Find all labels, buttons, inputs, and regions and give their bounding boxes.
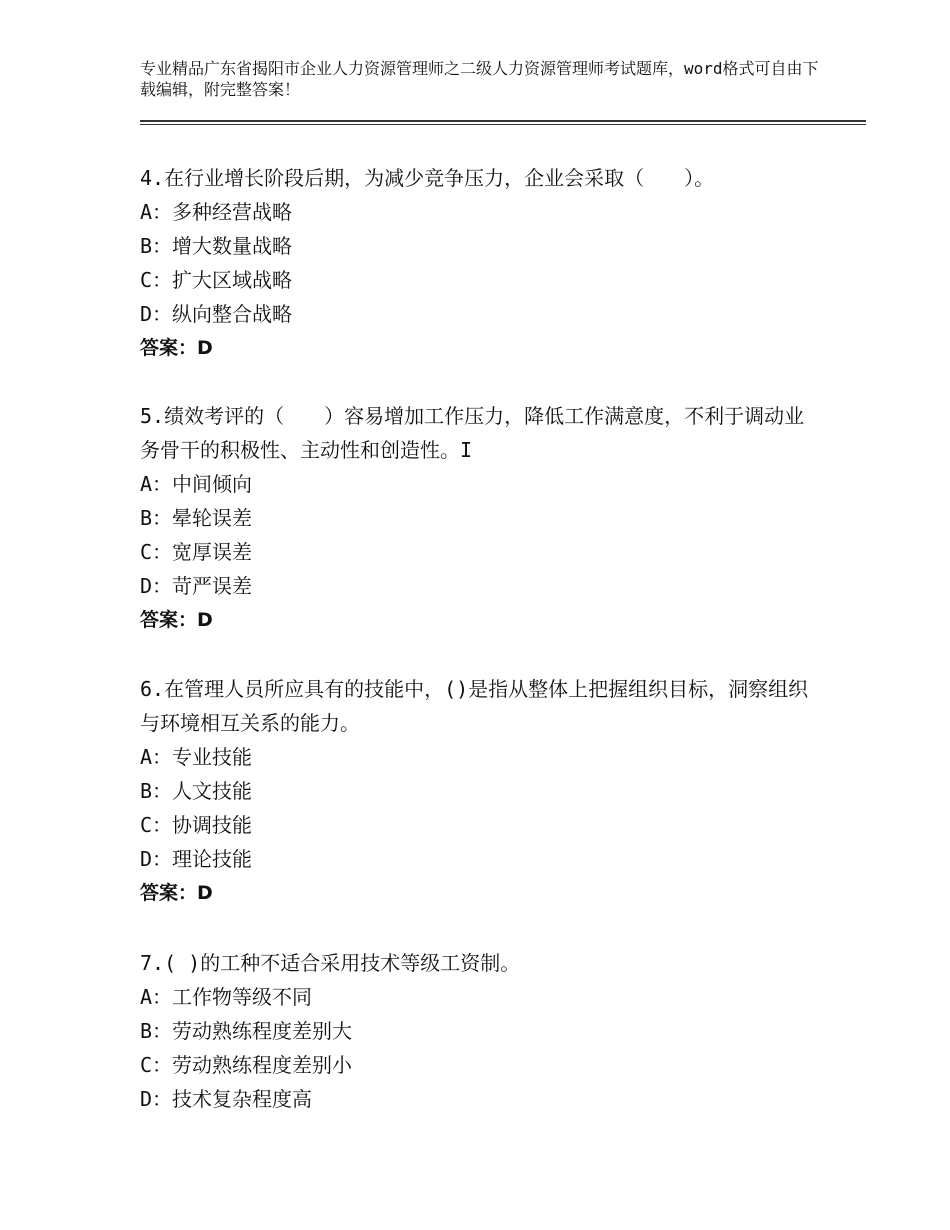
answer-line: 答案：D — [140, 337, 213, 359]
option-a: A：中间倾向 — [140, 472, 253, 496]
option-b: B：劳动熟练程度差别大 — [140, 1019, 353, 1043]
question-stem: 7.( )的工种不适合采用技术等级工资制。 — [140, 951, 521, 975]
option-b: B：人文技能 — [140, 779, 253, 803]
option-d: D：理论技能 — [140, 847, 253, 871]
answer-line: 答案：D — [140, 609, 213, 631]
question-stem: 6.在管理人员所应具有的技能中，()是指从整体上把握组织目标，洞察组织与环境相互关系的能力。 — [140, 677, 809, 735]
answer-line: 答案：D — [140, 882, 213, 904]
option-c: C：劳动熟练程度差别小 — [140, 1053, 353, 1077]
option-c: C：宽厚误差 — [140, 540, 253, 564]
question-stem: 4.在行业增长阶段后期，为减少竞争压力，企业会采取（ ）。 — [140, 166, 715, 190]
option-b: B：增大数量战略 — [140, 234, 293, 258]
option-c: C：协调技能 — [140, 813, 253, 837]
document-header: 专业精品广东省揭阳市企业人力资源管理师之二级人力资源管理师考试题库，word格式可自由下载编辑，附完整答案！ — [140, 59, 819, 99]
option-d: D：苛严误差 — [140, 574, 253, 598]
option-b: B：晕轮误差 — [140, 506, 253, 530]
question-stem: 5.绩效考评的（ ）容易增加工作压力，降低工作满意度，不利于调动业务骨干的积极性、主动性和创造性。I — [140, 404, 805, 462]
question-6 — [140, 672, 820, 910]
question-4 — [140, 161, 820, 365]
option-a: A：专业技能 — [140, 745, 253, 769]
question-5 — [140, 399, 820, 637]
question-7 — [140, 946, 820, 1116]
option-d: D：技术复杂程度高 — [140, 1087, 313, 1111]
option-d: D：纵向整合战略 — [140, 302, 293, 326]
header-divider — [140, 120, 866, 125]
option-a: A：工作物等级不同 — [140, 985, 313, 1009]
option-c: C：扩大区域战略 — [140, 268, 293, 292]
option-a: A：多种经营战略 — [140, 200, 293, 224]
